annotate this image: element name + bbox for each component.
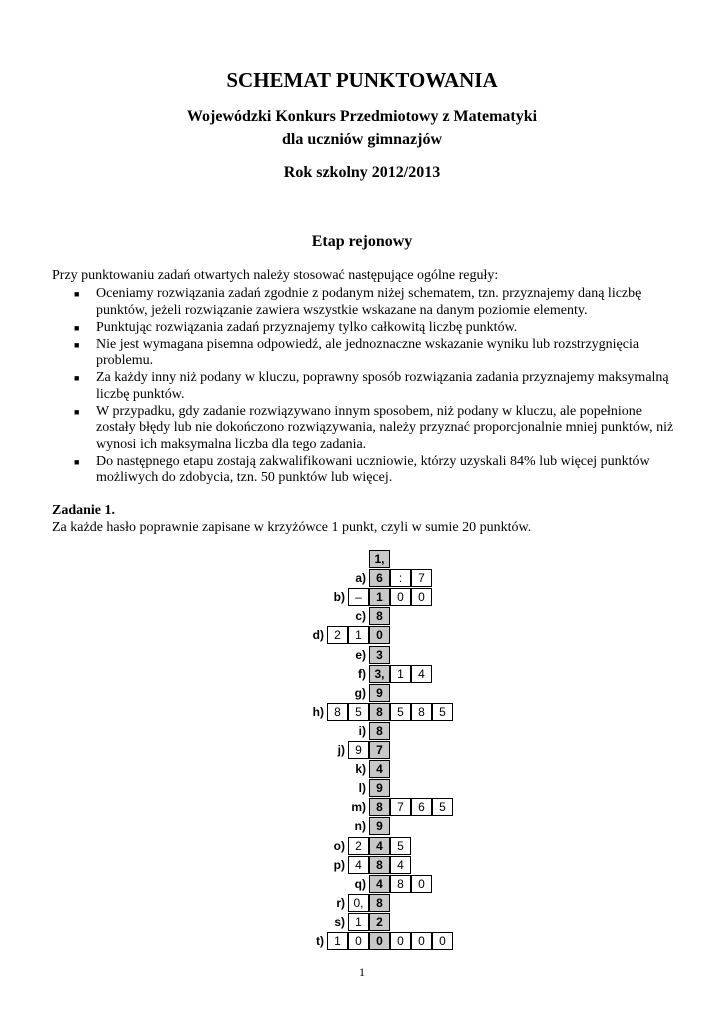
page-number: 1 xyxy=(359,965,365,979)
rule-item xyxy=(52,454,682,487)
school-year: Rok szkolny 2012/2013 xyxy=(283,164,441,181)
crossword-key-cell: 4 xyxy=(369,875,390,893)
rules-intro: Przy punktowaniu zadań otwartych należy stosować następujące ogólne reguły: xyxy=(52,268,499,283)
crossword-key-cell: 7 xyxy=(369,741,390,759)
crossword-cell: 0, xyxy=(348,894,369,912)
crossword-key-cell: 1, xyxy=(369,550,390,568)
crossword-row-label: e) xyxy=(355,647,366,662)
crossword-cell: 5 xyxy=(390,703,411,721)
crossword-row-label: q) xyxy=(354,876,366,891)
crossword-cell: 4 xyxy=(411,665,432,683)
crossword-row-label: f) xyxy=(358,666,366,681)
rule-text: Nie jest wymagana pisemna odpowiedź, ale jednoznaczne wskazanie wyniku lub rozstrzygnięcia problemu. xyxy=(96,336,640,368)
rule-text: Punktując rozwiązania zadań przyznajemy tylko całkowitą liczbę punktów. xyxy=(96,319,518,335)
crossword-cell: 8 xyxy=(390,875,411,893)
crossword-cell: 8 xyxy=(327,703,348,721)
crossword-cell: 1 xyxy=(390,665,411,683)
crossword-cell: 0 xyxy=(411,932,432,950)
rule-text: Za każdy inny niż podany w kluczu, poprawny sposób rozwiązania zadania przyznajemy maksymalną liczbę punktów. xyxy=(96,370,669,402)
crossword-row-label: o) xyxy=(333,838,345,853)
square-bullet-icon: ■ xyxy=(74,322,80,333)
crossword-key-cell: 0 xyxy=(369,932,390,950)
crossword-cell: 1 xyxy=(348,913,369,931)
crossword-cell: – xyxy=(348,588,369,606)
crossword-cell: 4 xyxy=(390,856,411,874)
crossword-key-cell: 8 xyxy=(369,856,390,874)
rule-item xyxy=(52,370,682,403)
crossword-row-label: i) xyxy=(358,723,366,738)
crossword-cell: 2 xyxy=(348,837,369,855)
crossword-row-label: g) xyxy=(354,685,366,700)
square-bullet-icon: ■ xyxy=(74,373,80,383)
rule-text: Oceniamy rozwiązania zadań zgodnie z podanym niżej schematem, tzn. przyznajemy daną liczbę punktów, jeżeli rozwiązanie zawiera wszystkie wskazane na danym poziomie elementy. xyxy=(96,286,642,318)
rule-item xyxy=(52,320,682,337)
crossword-cell: 0 xyxy=(348,932,369,950)
crossword-cell: : xyxy=(390,569,411,587)
crossword-cell: 0 xyxy=(432,932,453,950)
square-bullet-icon: ■ xyxy=(74,339,80,350)
task-heading: Zadanie 1. xyxy=(52,503,116,518)
crossword-row-label: n) xyxy=(354,819,366,834)
crossword-row-label: c) xyxy=(355,609,366,624)
crossword-key-cell: 9 xyxy=(369,817,390,835)
crossword-cell: 1 xyxy=(327,932,348,950)
crossword-key-cell: 2 xyxy=(369,913,390,931)
crossword-row-label: r) xyxy=(336,895,345,910)
crossword-row-label: a) xyxy=(355,571,366,586)
square-bullet-icon: ■ xyxy=(74,289,80,299)
stage-heading: Etap rejonowy xyxy=(311,233,413,250)
crossword-cell: 4 xyxy=(348,856,369,874)
crossword-key-cell: 8 xyxy=(369,703,390,721)
task-description: Za każde hasło poprawnie zapisane w krzyżówce 1 punkt, czyli w sumie 20 punktów. xyxy=(52,520,532,535)
crossword-cell: 5 xyxy=(432,703,453,721)
crossword-key-cell: 6 xyxy=(369,569,390,587)
crossword-row-label: m) xyxy=(351,800,366,815)
crossword-row-label: p) xyxy=(333,857,345,872)
contest-name-line1: Wojewódzki Konkurs Przedmiotowy z Matematyki xyxy=(186,108,538,125)
crossword-row-label: d) xyxy=(312,628,324,643)
contest-name-line2: dla uczniów gimnazjów xyxy=(282,131,442,148)
crossword-cell: 0 xyxy=(411,588,432,606)
crossword-row-label: h) xyxy=(312,704,324,719)
crossword-row-label: b) xyxy=(333,590,345,605)
crossword-key-cell: 8 xyxy=(369,607,390,625)
crossword-row-label: s) xyxy=(334,914,345,929)
rule-text: Do następnego etapu zostają zakwalifikowani uczniowie, którzy uzyskali 84% lub więcej punktów możliwych do zdobycia, tzn. 50 punktów lub więcej. xyxy=(96,453,650,485)
crossword-key-cell: 8 xyxy=(369,798,390,816)
crossword-cell: 7 xyxy=(411,569,432,587)
crossword-cell: 7 xyxy=(390,798,411,816)
rule-item xyxy=(52,337,682,370)
crossword-cell: 0 xyxy=(390,932,411,950)
crossword-cell: 8 xyxy=(411,703,432,721)
crossword-key-cell: 9 xyxy=(369,779,390,797)
crossword-key-cell: 9 xyxy=(369,684,390,702)
crossword-key-cell: 0 xyxy=(369,626,390,644)
crossword-cell: 5 xyxy=(348,703,369,721)
crossword-row-label: l) xyxy=(358,781,366,796)
crossword-key-cell: 4 xyxy=(369,837,390,855)
crossword-cell: 6 xyxy=(411,798,432,816)
crossword-key-cell: 3 xyxy=(369,646,390,664)
crossword-cell: 2 xyxy=(327,626,348,644)
crossword-cell: 0 xyxy=(390,588,411,606)
crossword-cell: 1 xyxy=(348,626,369,644)
crossword-cell: 9 xyxy=(348,741,369,759)
rule-item xyxy=(52,404,682,454)
crossword-key-cell: 3, xyxy=(369,665,390,683)
crossword-key-cell: 1 xyxy=(369,588,390,606)
crossword-row-label: j) xyxy=(337,743,345,757)
crossword-cell: 5 xyxy=(390,837,411,855)
document-title: SCHEMAT PUNKTOWANIA xyxy=(226,68,498,92)
crossword-row-label: k) xyxy=(355,762,366,777)
crossword-key-cell: 8 xyxy=(369,894,390,912)
crossword-key-cell: 4 xyxy=(369,760,390,778)
crossword-cell: 5 xyxy=(432,798,453,816)
rule-text: W przypadku, gdy zadanie rozwiązywano innym sposobem, niż podany w kluczu, ale popełnione zostały błędy lub nie dokończono rozwiązywania, należy przyznać proporcjonalnie mniej punktów, niż wynosi ich maksymalna liczba dla tego zadania. xyxy=(96,403,674,452)
square-bullet-icon: ■ xyxy=(74,406,80,417)
crossword-cell: 0 xyxy=(411,875,432,893)
crossword-row-label: t) xyxy=(316,934,324,948)
crossword-key-cell: 8 xyxy=(369,722,390,740)
rules-list xyxy=(52,286,682,487)
square-bullet-icon: ■ xyxy=(74,456,80,467)
rule-item xyxy=(52,286,682,319)
